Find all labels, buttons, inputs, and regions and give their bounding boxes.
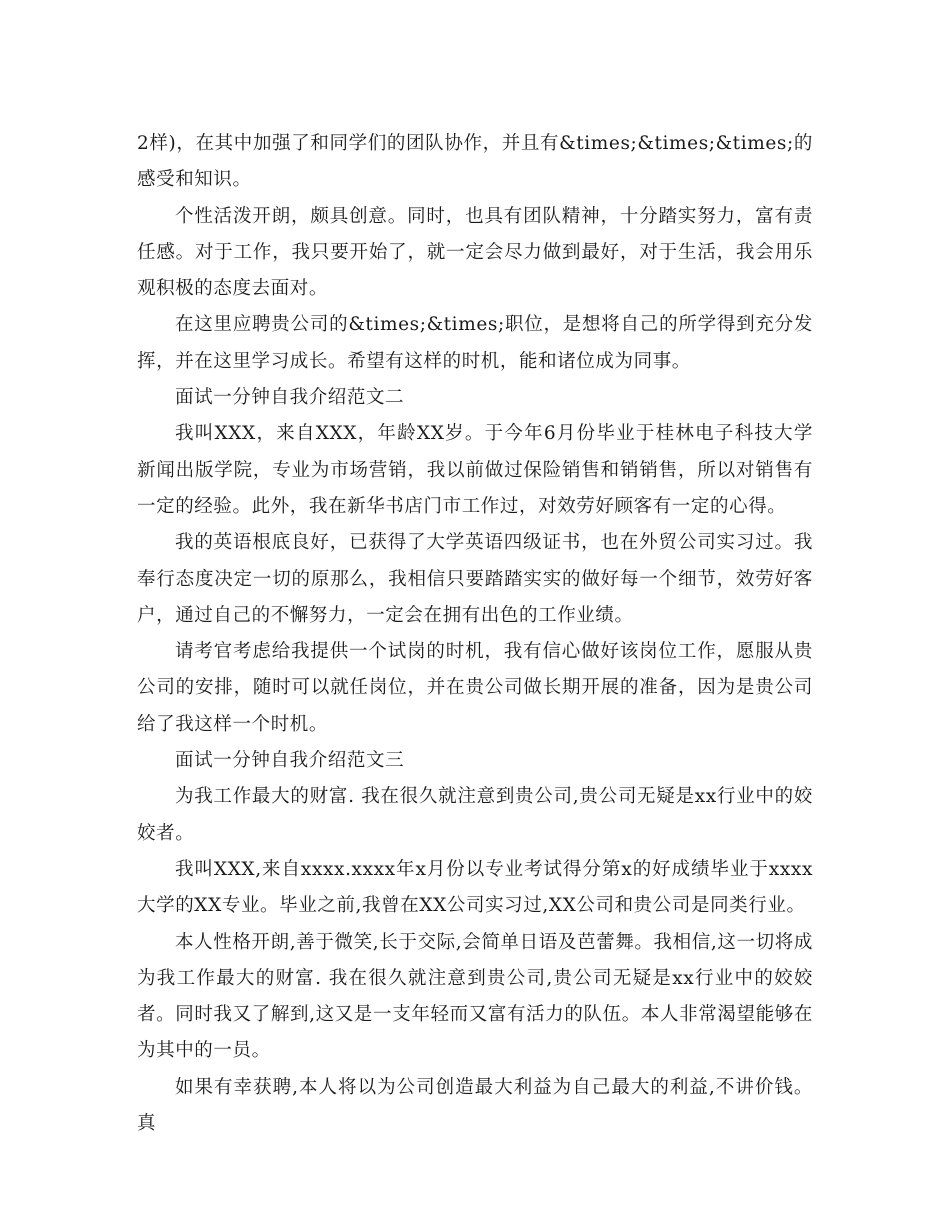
paragraph-7: 为我工作最大的财富. 我在很久就注意到贵公司,贵公司无疑是xx行业中的姣姣者。	[137, 786, 813, 844]
paragraph-6: 请考官考虑给我提供一个试岗的时机，我有信心做好该岗位工作，愿服从贵公司的安排，随时可以就任岗位，并在贵公司做长期开展的准备，因为是贵公司给了我这样一个时机。	[137, 641, 813, 735]
section-heading-2: 面试一分钟自我介绍范文二	[175, 387, 405, 409]
paragraph-4: 我叫XXX，来自XXX，年龄XX岁。于今年6月份毕业于桂林电子科技大学新闻出版学院，专业为市场营销，我以前做过保险销售和销销售，所以对销售有一定的经验。此外，我在新华书店门市工作过，对效劳好顾客有一定的心得。	[137, 423, 813, 517]
paragraph-2: 个性活泼开朗，颇具创意。同时，也具有团队精神，十分踏实努力，富有责任感。对于工作，我只要开始了，就一定会尽力做到最好，对于生活，我会用乐观积极的态度去面对。	[137, 205, 813, 300]
paragraph-10: 如果有幸获聘,本人将以为公司创造最大利益为自己最大的利益,不讲价钱。真	[137, 1076, 813, 1135]
paragraph-9: 本人性格开朗,善于微笑,长于交际,会简单日语及芭蕾舞。我相信,这一切将成为我工作最大的财富. 我在很久就注意到贵公司,贵公司无疑是xx行业中的姣姣者。同时我又了解到,这又是一支年轻而又富有活力的队伍。本人非常渴望能够在为其中的一员。	[137, 931, 813, 1062]
paragraph-1: 2样)，在其中加强了和同学们的团队协作，并且有&times;&times;&times;的感受和知识。	[137, 133, 813, 191]
paragraph-5: 我的英语根底良好，已获得了大学英语四级证书，也在外贸公司实习过。我奉行态度决定一切的原那么，我相信只要踏踏实实的做好每一个细节，效劳好客户，通过自己的不懈努力，一定会在拥有出色的工作业绩。	[137, 532, 813, 626]
paragraph-3: 在这里应聘贵公司的&times;&times;职位，是想将自己的所学得到充分发挥，并在这里学习成长。希望有这样的时机，能和诸位成为同事。	[137, 314, 813, 372]
document-body	[137, 126, 813, 1142]
paragraph-8: 我叫XXX,来自xxxx.xxxx年x月份以专业考试得分第x的好成绩毕业于xxxx大学的XX专业。毕业之前,我曾在XX公司实习过,XX公司和贵公司是同类行业。	[137, 858, 813, 917]
section-heading-3: 面试一分钟自我介绍范文三	[175, 750, 405, 772]
